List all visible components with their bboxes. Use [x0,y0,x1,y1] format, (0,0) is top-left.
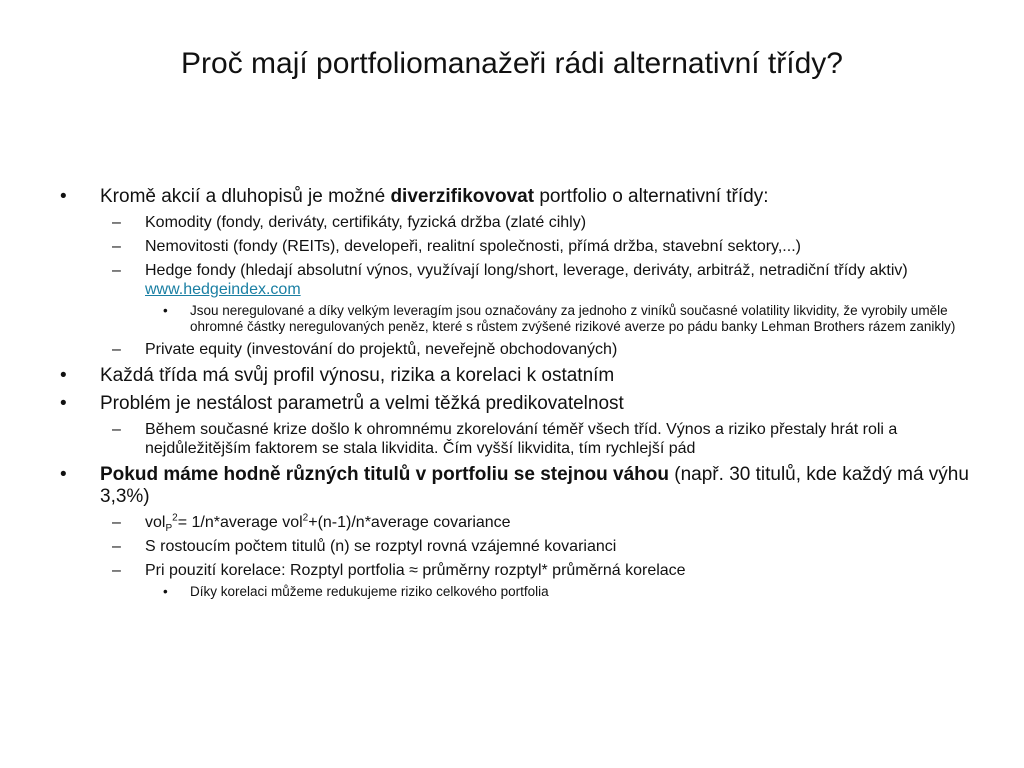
subbullet-text: S rostoucím počtem titulů (n) se rozptyl rovná vzájemné kovarianci [145,538,617,555]
bullet-marker: • [163,584,168,599]
dash-marker: – [112,262,121,279]
dash-marker: – [112,538,121,555]
subbullet-private-equity [60,340,970,359]
subbullet-text: Nemovitosti (fondy (REITs), developeři, realitní společnosti, přímá držba, stavební sektory,...) [145,238,801,255]
bullet-text: portfolio o alternativní třídy: [534,186,769,207]
subsubbullet-text: Díky korelaci můžeme redukujeme riziko celkového portfolia [190,584,549,599]
bullet-text: Každá třída má svůj profil výnosu, rizika a korelaci k ostatním [100,365,615,386]
bullet-text: (např. 30 titulů, kde každý má výhu 3,3%) [100,464,969,507]
bullet-marker: • [60,393,67,414]
bullet-marker: • [163,303,168,318]
formula-part: = 1/n*average vol [177,514,303,531]
slide-content [60,180,970,600]
subbullet-text: Hedge fondy (hledají absolutní výnos, využívají long/short, leverage, deriváty, arbitráž, netradiční třídy aktiv) [145,262,908,279]
dash-marker: – [112,238,121,255]
subbullet-text: Private equity (investování do projektů, neveřejně obchodovaných) [145,341,618,358]
subbullet-correlation-usage [60,561,970,580]
bullet-class-profile [60,365,970,387]
bullet-bold-text: diverzifikovovat [390,186,535,207]
subbullet-text: Komodity (fondy, deriváty, certifikáty, fyzická držba (zlaté cihly) [145,214,587,231]
dash-marker: – [112,421,121,438]
formula-part: vol [145,514,166,531]
bullet-marker: • [60,186,67,207]
hedgeindex-link[interactable]: www.hedgeindex.com [145,281,301,298]
formula-superscript: 2 [172,512,178,524]
subsubbullet-text: Jsou neregulované a díky velkým leveragím jsou označovány za jednoho z viníků současné volatility likvidity, že vyrobily uměle ohromné částky neregulovaných peněz, které s růstem zvýšené rizikové averze po pádu banky Lehman Brothers rázem zanikly) [190,303,956,334]
subbullet-text: Během současné krize došlo k ohromnému zkorelování téměř všech tříd. Výnos a riziko přestaly hrát roli a nejdůležitějším faktorem se stala likvidita. Čím vyšší likvidita, tím rychlejší pád [145,421,898,457]
bullet-equal-weight [60,464,970,508]
subsubbullet-hedge-regulation [60,303,970,335]
bullet-instability [60,393,970,415]
subbullet-variance-covariance [60,537,970,556]
formula-subscript: P [165,523,173,535]
formula-superscript: 2 [302,512,309,524]
formula-part: +(n-1)/n*average covariance [308,514,511,531]
dash-marker: – [112,514,121,531]
subbullet-text: Pri pouzití korelace: Rozptyl portfolia ≈ průměrny rozptyl* průměrná korelace [145,562,686,579]
subbullet-crisis-correlation [60,420,970,458]
subsubbullet-risk-reduction [60,584,970,600]
dash-marker: – [112,341,121,358]
subbullet-hedge-funds [60,261,970,299]
bullet-marker: • [60,464,67,485]
bullet-diversification [60,186,970,208]
subbullet-formula [60,512,970,535]
bullet-marker: • [60,365,67,386]
subbullet-real-estate [60,237,970,256]
dash-marker: – [112,214,121,231]
subbullet-commodities [60,213,970,232]
slide-title: Proč mají portfoliomanažeři rádi alternativní třídy? [181,47,843,80]
bullet-bold-text: Pokud máme hodně různých titulů v portfoliu se stejnou váhou [100,464,669,485]
bullet-text: Kromě akcií a dluhopisů je možné [100,186,391,207]
bullet-text: Problém je nestálost parametrů a velmi těžká predikovatelnost [100,393,624,414]
dash-marker: – [112,562,121,579]
